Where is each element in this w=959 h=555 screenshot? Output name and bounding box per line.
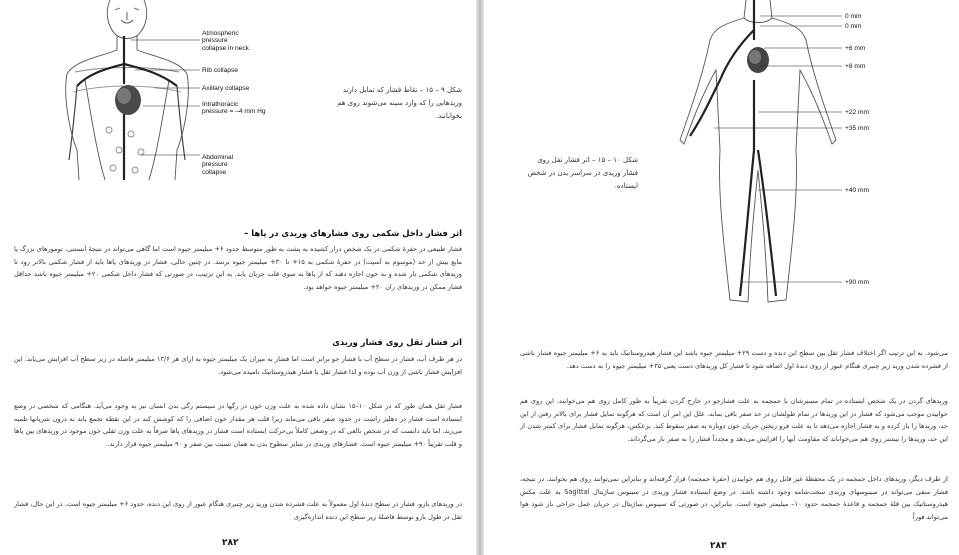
label-abdominal-pressure: Abdominal pressure collapse (202, 154, 234, 176)
pressure-label-35: +35 mm (845, 125, 870, 132)
book-gutter (476, 0, 484, 555)
figure-caption: شکل ۱۰ – ۱۵ – اثر فشار ثقل روی فشار وریدی در سراسر بدن در شخص ایستاده. (527, 156, 638, 190)
left-page (0, 0, 476, 555)
paragraph-arm-pressure: می‌شود. به این ترتیب اگر اختلاف فشار ثقل بین سطح این دنده و دست ۲۹+ میلیمتر جیوه باشد این فشار هیدروستاتیک باید به ۶+ میلیمتر جیوه فشار ناشی از فشرده شدن ورید زیر چنبری هنگام عبور از روی دندهٔ اول اضافه شود تا فشار کل وریدهای دست یعنی ۳۵+ میلیمتر جیوه را به دست دهد. (520, 349, 948, 370)
pressure-label-8: +8 mm (845, 63, 866, 70)
pressure-label-6: +6 mm (845, 45, 866, 52)
label-intrathoracic-pressure: Intrathoracic pressure = –4 mm Hg (202, 101, 266, 116)
paragraph-abdominal: فشار طبیعی در حفرهٔ شکمی در یک شخص دراز کشیده به پشت به طور متوسط حدود ۶+ میلیمتر جیوه است اما گاهی می‌تواند در نتیجهٔ آبستنی، تومورهای بزرگ یا مایع بیش از حد (موسوم به آسیت) در حفرهٔ شکمی به ۱۵+ تا ۳۰+ میلیمتر جیوه برسد. در چنین حالی، فشار در وریدهای پاها باید از فشار شکمی بالاتر رود تا وریدهای شکمی باز شده و به خون اجازه دهند که از پاها به سوی قلب جریان یابد. به این ترتیب، در صورتی که فشار داخل شکمی ۲۰+ میلیمتر جیوه باشد حداقل فشار ممکن در وریدهای ران ۲۰+ میلیمتر جیوه خواهد بود. (14, 245, 463, 291)
figure-caption: شکل ۹ – ۱۵ – نقاط فشار که تمایل دارند وریدهایی را که وارد سینه می‌شوند روی هم بخوابانند. (337, 86, 462, 120)
right-page (484, 0, 959, 555)
paragraph-neck-veins: وریدهای گردن در یک شخص ایستاده در تمام مسیرشان با جمجمه به علت فشارجو در خارج گردن تقریباً به طور کامل روی هم می‌خوابند. این روی هم خوابیدن موجب می‌شود که فشار در این وریدها در تمام طولشان در حد صفر باقی بماند. علل این امر آن است که هرگونه تمایل فشار برای بالاتر رفتن از این حد، وریدها را باز کرده و به فشار اجازه می‌دهد تا به علت فرو ریختن جریان خون دوباره به صفر سقوط کند. برعکس، هرگونه تمایل فشار برای کمتر شدن از این حد، وریدها را بیشتر روی هم می‌خواباند که مقاومت آنها را افزایش می‌دهد و مجدداً فشار را به صفر باز می‌گرداند. (520, 397, 948, 443)
page-number: ۲۸۳ (710, 541, 727, 551)
label-axillary-collapse: Axillary collapse (202, 85, 250, 92)
torso-anatomy-figure (55, 0, 205, 182)
pressure-label-90: +90 mm (845, 279, 870, 286)
section-heading-gravity: اثر فشار ثقل روی فشار وریدی (332, 337, 462, 347)
pressure-label-22: +22 mm (845, 109, 870, 116)
label-rib-collapse: Rib collapse (202, 67, 238, 74)
section-heading-abdominal: اثر فشار داخل شکمی روی فشارهای وریدی در پاها – (244, 228, 462, 238)
pressure-label-0b: 0 mm (845, 23, 862, 30)
paragraph-gravity-3: در وریدهای بازو، فشار در سطح دندهٔ اول معمولاً به علت فشرده شدن ورید زیر چنبری هنگام عبور از روی این دنده، حدود ۶+ میلیمتر جیوه است. در این حال، فشار ثقل در طول بازو توسط فاصلهٔ زیر سطح این دنده اندازه‌گیری (14, 500, 463, 521)
paragraph-gravity-2: فشار ثقل همان طور که در شکل ۱۰–۱۵ نشان داده شده به علت وزن خون در رگها در سیستم رگی بدن انسان نیز به وجود می‌آید. هنگامی که شخصی در وضع ایستاده است فشار در دهلیز راست در حدود صفر باقی می‌ماند زیرا قلب هر مقدار خون اضافی را که کوشش کند در این نقطه تجمع یابد به درون شریانها تلمبه می‌زند. اما باید دانست که در شخص بالغی که در وضعی کاملاً بی‌حرکت ایستاده است فشار در وریدهای پاها صرفاً به علت وزن ثقلی خون موجود در وریدهای بین پاها و قلب تقریباً ۹۰+ میلیمتر جیوه است. فشارهای وریدی در سایر سطوح بدن به همان نسبت بین صفر و ۹۰ میلیمتر جیوه قرار دارند. (14, 402, 462, 448)
page-number: ۲۸۲ (222, 538, 239, 548)
paragraph-gravity-1: در هر ظرف آب، فشار در سطح آب با فشار جو برابر است اما فشار به میزان یک میلیمتر جیوه به ازای هر ۱۳/۶ میلیمتر فاصله در زیر سطح آب افزایش می‌یابد. این افزایش فشار ناشی از وزن آب بوده و لذا فشار ثقل یا فشار هیدروستاتیک نامیده می‌شود. (14, 355, 462, 376)
pressure-label-0a: 0 mm (845, 13, 862, 20)
standing-body-figure (674, 0, 844, 310)
label-atmospheric-pressure: Atmospheric pressure collapse in neck (202, 30, 249, 52)
paragraph-skull-veins: از طرف دیگر، وریدهای داخل جمجمه در یک محفظهٔ غیر قابل روی هم خوابیدن (حفرهٔ جمجمه) قرار گرفته‌اند و بنابراین نمی‌توانند روی هم بخوابند. در نتیجه، فشار منفی می‌تواند در سینوسهای وریدی سخت‌شامه وجود داشته باشد. در وضع ایستاده فشار وریدی در سینوس ساژیتال Sagittal به علت مکش هیدروستاتیک بین قلهٔ جمجمه و قاعدهٔ جمجمه حدود ۱۰– میلیمتر جیوه است. بنابراین، در صورتی که سینوس ساژیتال در جریان عمل جراحی باز شود هوا می‌تواند فوراً (520, 475, 948, 521)
pressure-label-40: +40 mm (845, 187, 870, 194)
